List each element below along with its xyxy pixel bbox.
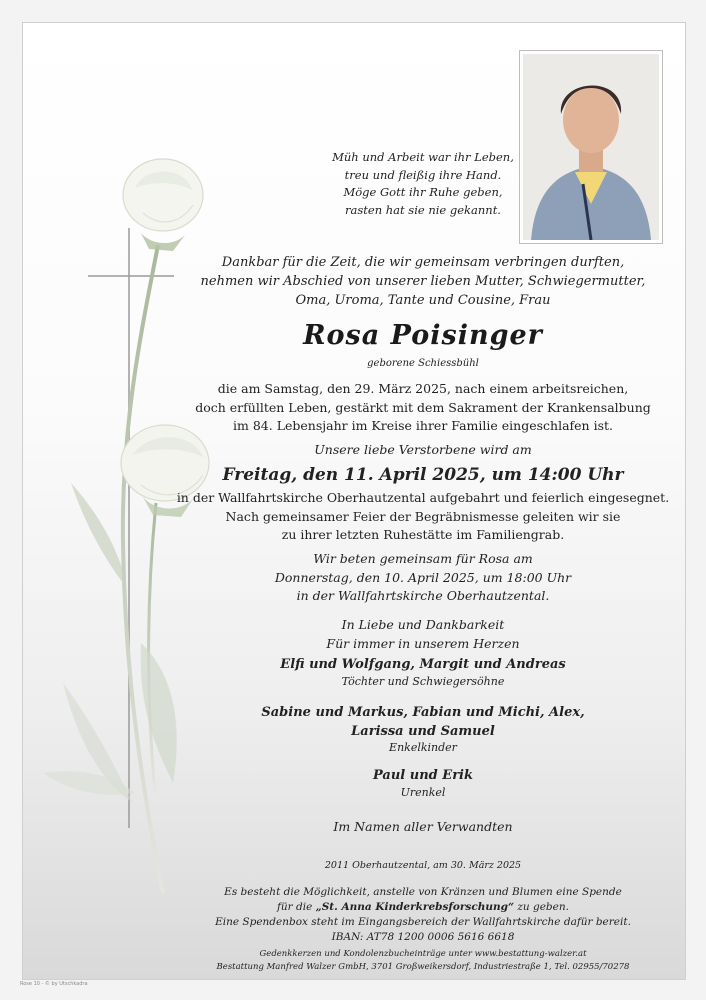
prayer-line: Donnerstag, den 10. April 2025, um 18:00 Uhr [274,569,572,585]
love-line: Für immer in unserem Herzen [326,635,520,651]
family-grandchildren [173,704,673,741]
birth-name: geborene Schiessbühl [367,358,479,369]
poem-line: rasten hat sie nie gekannt. [345,202,501,217]
death-line: die am Samstag, den 29. März 2025, nach einem arbeitsreichen, [217,381,629,396]
donation-line [173,900,673,915]
obituary-card [22,22,686,980]
relation-grandchildren: Enkelkinder [389,741,457,754]
undertaker-line: Bestattung Manfred Walzer GmbH, 3701 Großweikersdorf, Industriestraße 1, Tel. 02955/70278 [216,961,630,972]
funeral-place-line: in der Wallfahrtskirche Oberhautzental aufgebahrt und feierlich eingesegnet. [176,490,670,505]
poem-line: treu und fleißig ihre Hand. [344,167,502,182]
deceased-name: Rosa Poisinger [303,320,543,351]
rose-stem-icon [43,245,177,893]
poem-line: Müh und Arbeit war ihr Leben, [332,150,514,164]
relation-great-grandchildren: Urenkel [400,786,446,799]
prayer-line: Wir beten gemeinsam für Rosa am [313,551,533,566]
funeral-place-line: Nach gemeinsamer Feier der Begräbnismesse geleiten wir sie [225,508,621,524]
donation-post: zu geben. [514,901,569,913]
intro-line: nehmen wir Abschied von unserer lieben Mutter, Schwiegermutter, [200,274,646,289]
family-line: Larissa und Samuel [351,723,495,739]
copyright: Rose 10 - © by Utschkadra [20,981,88,987]
love-line: In Liebe und Dankbarkeit [341,617,505,632]
poem [173,149,673,219]
intro-text [173,253,673,310]
death-line: im 84. Lebensjahr im Kreise ihrer Familie eingeschlafen ist. [233,418,613,433]
prayer-notice [173,550,673,606]
funeral-date: Freitag, den 11. April 2025, um 14:00 Uhr [222,465,624,485]
funeral-place [173,489,673,545]
funeral-place-line: zu ihrer letzten Ruhestätte im Familiengrab. [281,527,565,542]
intro-line: Dankbar für die Zeit, die wir gemeinsam verbringen durften, [221,255,625,270]
undertaker-info [173,948,673,973]
iban: IBAN: AT78 1200 0006 5616 6618 [331,931,515,943]
prayer-line: in der Wallfahrtskirche Oberhautzental. [296,588,550,603]
death-notice [173,380,673,436]
relation-daughters: Töchter und Schwiegersöhne [341,675,505,688]
place-date: 2011 Oberhautzental, am 30. März 2025 [324,860,522,871]
family-line: Sabine und Markus, Fabian und Michi, Alex, [261,705,585,720]
family-daughters: Elfi und Wolfgang, Margit und Andreas [280,657,566,672]
poem-line: Möge Gott ihr Ruhe geben, [343,185,503,199]
donation-pre: für die [277,901,316,913]
intro-line: Oma, Uroma, Tante und Cousine, Frau [295,293,551,308]
undertaker-line: Gedenkkerzen und Kondolenzbucheinträge unter www.bestattung-walzer.at [259,949,587,959]
funeral-intro: Unsere liebe Verstorbene wird am [314,442,532,457]
donation-line: Eine Spendenbox steht im Eingangsbereich der Wallfahrtskirche dafür bereit. [215,916,631,928]
death-line: doch erfüllten Leben, gestärkt mit dem Sakrament der Krankensalbung [195,399,651,415]
love-lines [173,616,673,653]
family-great-grandchildren: Paul und Erik [373,768,473,783]
donation-line: Es besteht die Möglichkeit, anstelle von Kränzen und Blumen eine Spende [224,886,622,898]
donation-notice [173,885,673,945]
charity-name: „St. Anna Kinderkrebsforschung“ [315,901,515,913]
closing-line: Im Namen aller Verwandten [333,819,513,834]
